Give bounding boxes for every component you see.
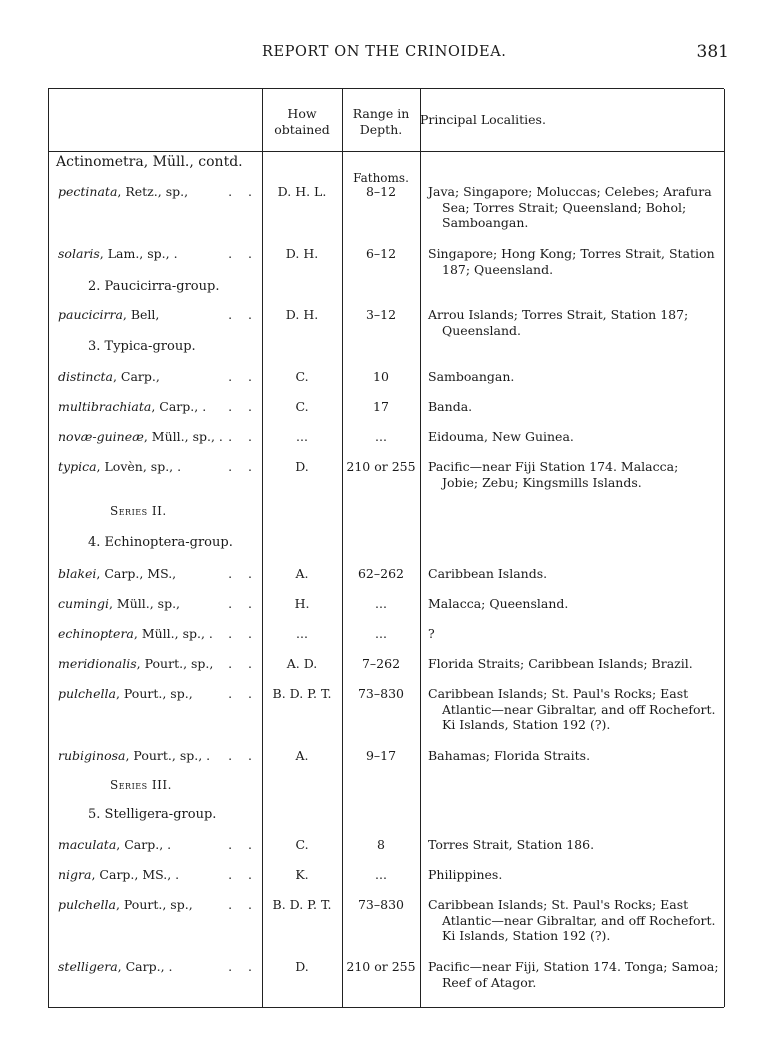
localities-cell [428,897,720,944]
localities-cell [428,837,720,853]
table-rule-right [724,89,725,1007]
locality-line: Samboangan. [442,215,529,230]
species-epithet: nigra [58,867,92,882]
depth-range-cell: ... [375,429,387,444]
species-epithet: solaris [58,246,100,261]
species-epithet: cumingi [58,596,109,611]
locality-line: Caribbean Islands; St. Paul's Rocks; East [428,686,689,701]
locality-line: Torres Strait, Station 186. [428,837,595,852]
leader-dots: . . [228,959,258,974]
leader-dots: . . [228,399,258,414]
locality-line: Jobie; Zebu; Kingsmills Islands. [442,474,642,490]
locality-line: Atlantic—near Gibraltar, and off Rochefort. [442,701,716,717]
localities-cell [428,246,720,277]
species-epithet: typica [58,459,97,474]
species-authority: , Retz., sp., [117,184,189,199]
localities-cell [428,369,720,385]
locality-line: Ki Islands, Station 192 (?). [442,717,611,732]
how-obtained-cell: C. [295,837,309,852]
species-authority: , Carp., . [116,837,172,852]
localities-cell [428,748,720,764]
species-authority: , Pourt., sp., [115,897,193,912]
localities-cell [428,399,720,415]
species-epithet: paucicirra [58,307,123,322]
species-epithet: multibrachiata [58,399,152,414]
localities-cell [428,626,720,642]
species-epithet: novæ-guineæ [58,429,144,444]
localities-cell [428,307,720,338]
depth-range-cell: 17 [373,399,389,414]
localities-cell [428,596,720,612]
group-heading: 3. Typica-group. [88,339,196,354]
depth-range-cell: 7–262 [361,656,401,671]
species-epithet: distincta [58,369,113,384]
leader-dots: . . [228,626,258,641]
leader-dots: . . [228,307,258,322]
species-authority: , Lovèn, sp., . [96,459,182,474]
species-epithet: stelligera [58,959,118,974]
depth-range-cell: 210 or 255 [346,459,416,474]
depth-range-cell: ... [375,596,387,611]
locality-line: Java; Singapore; Moluccas; Celebes; Arafura [428,184,712,199]
species-epithet: meridionalis [58,656,137,671]
leader-dots: . . [228,656,258,671]
locality-line: Bahamas; Florida Straits. [428,748,591,763]
locality-line: Pacific—near Fiji Station 174. Malacca; [428,459,679,474]
locality-line: Queensland. [442,322,522,338]
locality-line: Caribbean Islands. [428,566,548,581]
species-authority: , Carp., . [117,959,173,974]
species-authority: , Müll., sp., . [143,429,223,444]
depth-range-cell: 62–262 [357,566,404,581]
table-rule-left [48,89,49,1007]
species-authority: , Pourt., sp., . [125,748,211,763]
header-rule [48,151,724,152]
running-head [0,44,776,68]
group-heading: 5. Stelligera-group. [88,807,217,822]
leader-dots: . . [228,184,258,199]
species-authority: , Carp., MS., . [91,867,180,882]
locality-line: Atlantic—near Gibraltar, and off Rochefort. [442,912,716,928]
depth-range-cell: 73–830 [357,897,404,912]
species-authority: , Pourt., sp., [115,686,193,701]
species-authority: , Bell, [122,307,160,322]
header-range-in-depth: Range in Depth. [352,106,410,137]
group-heading: 2. Paucicirra-group. [88,279,220,294]
locality-line: Samboangan. [428,369,515,384]
how-obtained-cell: K. [295,867,309,882]
localities-table [48,88,724,1008]
how-obtained-cell: D. [295,959,309,974]
species-epithet: pulchella [58,897,116,912]
species-authority: , Müll., sp., [108,596,181,611]
how-obtained-cell: D. H. [285,246,319,261]
depth-range-cell: ... [375,626,387,641]
table-rule-localities [420,89,421,1007]
leader-dots: . . [228,867,258,882]
how-obtained-cell: H. [294,596,310,611]
page-number: 381 [696,42,729,62]
locality-line: Singapore; Hong Kong; Torres Strait, Station [428,246,715,261]
how-obtained-cell: C. [295,399,309,414]
depth-range-cell: 73–830 [357,686,404,701]
group-heading: 4. Echinoptera-group. [88,535,233,550]
how-obtained-cell: D. H. L. [277,184,327,199]
leader-dots: . . [228,596,258,611]
depth-range-cell: 8 [377,837,385,852]
depth-range-cell: ... [375,867,387,882]
series-heading: Series II. [110,504,167,518]
locality-line: Philippines. [428,867,503,882]
leader-dots: . . [228,429,258,444]
locality-line: Ki Islands, Station 192 (?). [442,928,611,943]
species-epithet: rubiginosa [58,748,126,763]
localities-cell [428,184,720,231]
header-how-obtained: How obtained [274,106,330,137]
locality-line: Eidouma, New Guinea. [428,429,574,444]
leader-dots: . . [228,686,258,701]
how-obtained-cell: ... [296,626,308,641]
depth-range-cell: 3–12 [365,307,397,322]
localities-cell [428,459,720,490]
localities-cell [428,867,720,883]
genus-heading: Actinometra, Müll., contd. [56,154,243,170]
localities-cell [428,686,720,733]
how-obtained-cell: ... [296,429,308,444]
species-epithet: blakei [58,566,97,581]
species-epithet: maculata [58,837,117,852]
locality-line: Pacific—near Fiji, Station 174. Tonga; Samoa; [428,959,719,974]
species-authority: , Pourt., sp., [136,656,214,671]
species-epithet: pectinata [58,184,118,199]
locality-line: 187; Queensland. [442,261,554,277]
locality-line: Banda. [428,399,473,414]
species-authority: , Lam., sp., . [99,246,178,261]
depth-range-cell: 10 [373,369,389,384]
locality-line: Reef of Atagor. [442,974,537,990]
localities-cell [428,959,720,990]
series-heading: Series III. [110,778,172,792]
how-obtained-cell: C. [295,369,309,384]
localities-cell [428,566,720,582]
species-authority: , Carp., [112,369,160,384]
locality-line: Caribbean Islands; St. Paul's Rocks; East [428,897,689,912]
species-authority: , Müll., sp., . [133,626,213,641]
locality-line: Florida Straits; Caribbean Islands; Brazil. [428,656,693,671]
species-authority: , Carp., . [151,399,207,414]
localities-cell [428,429,720,445]
how-obtained-cell: A. D. [286,656,318,671]
how-obtained-cell: A. [295,748,309,763]
locality-line: Arrou Islands; Torres Strait, Station 187; [428,307,689,322]
species-authority: , Carp., MS., [96,566,177,581]
running-title: REPORT ON THE CRINOIDEA. [262,44,507,60]
locality-line: ? [428,626,435,641]
depth-range-cell: 6–12 [365,246,397,261]
leader-dots: . . [228,566,258,581]
locality-line: Malacca; Queensland. [428,596,569,611]
header-principal-localities: Principal Localities. [420,112,546,127]
leader-dots: . . [228,837,258,852]
depth-range-cell: 8–12 [365,184,397,199]
leader-dots: . . [228,459,258,474]
leader-dots: . . [228,748,258,763]
depth-range-cell: 9–17 [365,748,397,763]
how-obtained-cell: A. [295,566,309,581]
leader-dots: . . [228,897,258,912]
how-obtained-cell: D. [295,459,309,474]
how-obtained-cell: B. D. P. T. [272,686,332,701]
leader-dots: . . [228,369,258,384]
localities-cell [428,656,720,672]
how-obtained-cell: D. H. [285,307,319,322]
depth-range-cell: 210 or 255 [346,959,416,974]
species-epithet: pulchella [58,686,116,701]
species-epithet: echinoptera [58,626,134,641]
how-obtained-cell: B. D. P. T. [272,897,332,912]
depth-units: Fathoms. [353,171,409,185]
leader-dots: . . [228,246,258,261]
locality-line: Sea; Torres Strait; Queensland; Bohol; [442,199,687,215]
